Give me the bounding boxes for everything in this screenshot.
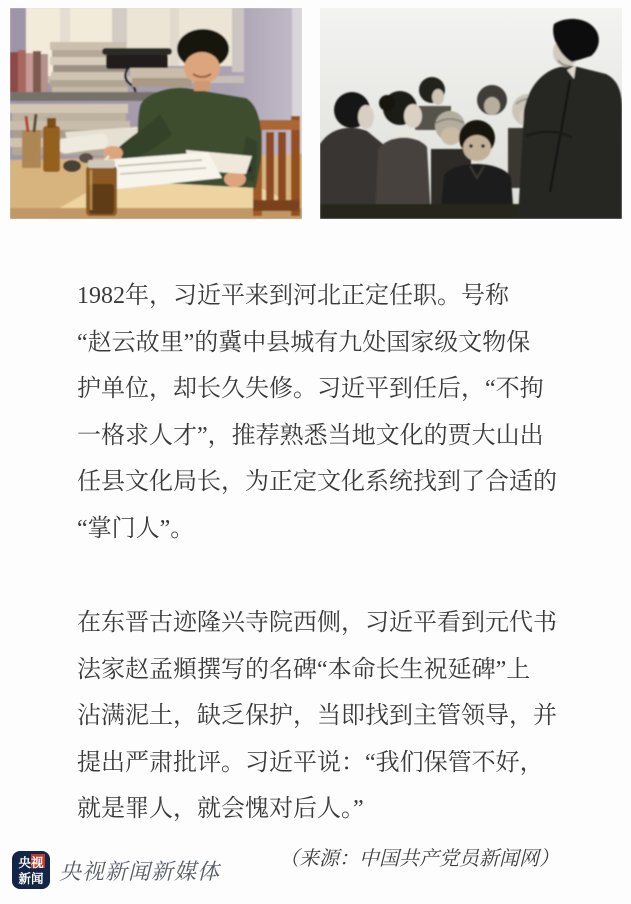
article-paragraph-1: 1982年，习近平来到河北正定任职。号称 “赵云故里”的冀中县城有九处国家级文物保 护单位，却长久失修。习近平到任后，“不拘 一格求人才”，推荐熟悉当地文化的贾大山出 任县文化局长，为正定文化系统找到了合适的 “掌门人”。 bbox=[77, 283, 557, 542]
photo-bw-crowd-illustration bbox=[320, 8, 622, 219]
logo-text-line1: 央视 bbox=[18, 856, 44, 870]
footer-brand bbox=[12, 851, 220, 889]
article-paragraph-2: 在东晋古迹隆兴寺院西侧，习近平看到元代书 法家赵孟頫撰写的名碑“本命长生祝延碑”上 沾满泥土，缺乏保护，当即找到主管领导，并 提出严肃批评。习近平说：“我们保管不好， 就是罪人，就会愧对后人。” bbox=[77, 610, 557, 822]
photo-bw-crowd bbox=[320, 8, 622, 219]
brand-text: 央视新闻新媒体 bbox=[59, 858, 221, 884]
source-attribution: （来源：中国共产党员新闻网） bbox=[279, 848, 559, 870]
photo-color-office-desk-illustration bbox=[10, 8, 302, 219]
cctv-news-logo-icon bbox=[12, 851, 50, 889]
logo-text-line2: 新闻 bbox=[18, 872, 44, 886]
photo-color-office-desk bbox=[10, 8, 302, 219]
telephone bbox=[106, 54, 168, 69]
